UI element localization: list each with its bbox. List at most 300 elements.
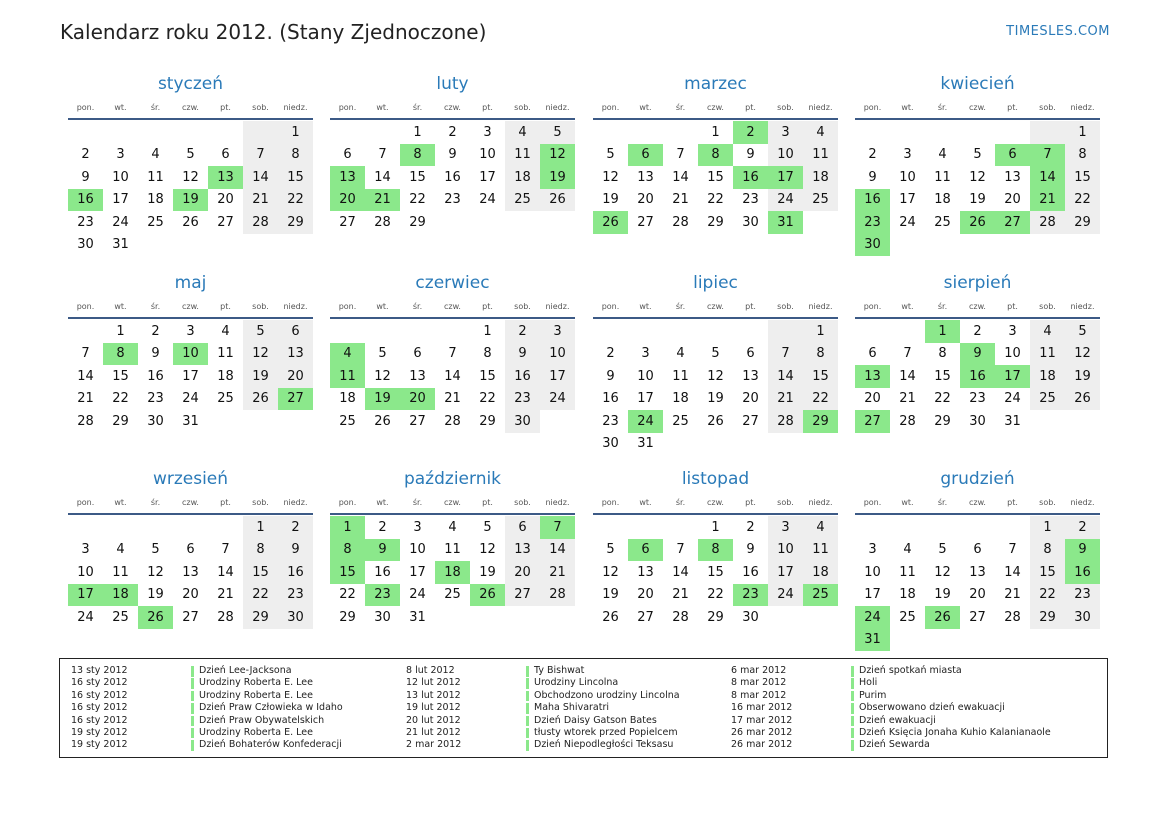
holiday-date: 19 sty 2012 — [71, 739, 128, 751]
day-cell: 21 — [768, 388, 803, 411]
month-calendar — [330, 272, 575, 433]
day-cell: 31 — [182, 413, 199, 429]
day-cell: 6 — [186, 542, 195, 558]
day-cell: 6 — [505, 516, 540, 539]
weekday-label: pon. — [338, 302, 357, 311]
empty-cell — [890, 121, 925, 144]
empty-cell — [1065, 234, 1100, 257]
day-cell: 13 — [1004, 169, 1021, 185]
day-cell: 17 — [899, 192, 916, 208]
day-cell: 12 — [540, 144, 575, 167]
day-cell: 7 — [1008, 542, 1017, 558]
day-cell: 17 — [479, 169, 496, 185]
day-cell: 16 — [374, 564, 391, 580]
weekday-label: pt. — [745, 103, 756, 112]
day-cell: 12 — [243, 343, 278, 366]
day-cell: 9 — [278, 539, 313, 562]
day-cell: 17 — [995, 365, 1030, 388]
day-cell: 5 — [483, 519, 492, 535]
day-cell: 11 — [803, 539, 838, 562]
day-cell: 9 — [746, 542, 755, 558]
day-cell: 2 — [733, 121, 768, 144]
day-cell: 6 — [628, 144, 663, 167]
holiday-date: 19 sty 2012 — [71, 726, 128, 738]
day-cell: 2 — [278, 516, 313, 539]
day-cell: 1 — [278, 121, 313, 144]
weekday-header — [330, 296, 575, 317]
empty-cell — [435, 320, 470, 343]
day-cell: 20 — [182, 587, 199, 603]
empty-cell — [663, 433, 698, 456]
weekday-label: wt. — [901, 302, 914, 311]
holiday-name: Dzień Praw Obywatelskich — [191, 715, 324, 727]
empty-cell — [243, 234, 278, 257]
header-rule — [593, 513, 838, 515]
day-cell: 6 — [868, 346, 877, 362]
day-cell: 17 — [768, 166, 803, 189]
holiday-date: 16 sty 2012 — [71, 702, 128, 714]
day-cell: 20 — [637, 587, 654, 603]
day-cell: 31 — [637, 436, 654, 452]
day-cell: 25 — [444, 587, 461, 603]
day-cell: 12 — [374, 368, 391, 384]
weekday-label: pon. — [338, 498, 357, 507]
day-cell: 4 — [803, 121, 838, 144]
day-cell: 10 — [112, 169, 129, 185]
day-cell: 24 — [77, 609, 94, 625]
day-cell: 8 — [483, 346, 492, 362]
day-cell: 15 — [409, 169, 426, 185]
month-calendar — [68, 468, 313, 629]
empty-cell — [925, 121, 960, 144]
day-cell: 30 — [77, 237, 94, 253]
day-grid — [855, 516, 1100, 651]
day-cell: 6 — [343, 147, 352, 163]
day-cell: 14 — [243, 166, 278, 189]
weekday-header — [593, 97, 838, 118]
empty-cell — [890, 320, 925, 343]
empty-cell — [540, 606, 575, 629]
header-rule — [330, 118, 575, 120]
day-cell: 9 — [365, 539, 400, 562]
day-cell: 5 — [1065, 320, 1100, 343]
day-cell: 7 — [448, 346, 457, 362]
day-cell: 29 — [339, 609, 356, 625]
empty-cell — [995, 629, 1030, 652]
holiday-date: 16 sty 2012 — [71, 689, 128, 701]
empty-cell — [855, 516, 890, 539]
day-cell: 19 — [602, 192, 619, 208]
weekday-label: niedz. — [545, 498, 570, 507]
empty-cell — [1030, 121, 1065, 144]
empty-cell — [68, 516, 103, 539]
day-cell: 3 — [903, 147, 912, 163]
day-cell: 2 — [746, 519, 755, 535]
day-cell: 1 — [711, 124, 720, 140]
empty-cell — [698, 433, 733, 456]
page-title: Kalendarz roku 2012. (Stany Zjednoczone) — [60, 20, 487, 44]
weekday-label: pt. — [745, 302, 756, 311]
holiday-date: 2 mar 2012 — [406, 739, 462, 751]
month-calendar — [68, 73, 313, 256]
day-cell: 31 — [409, 609, 426, 625]
day-cell: 23 — [444, 192, 461, 208]
day-cell: 24 — [1004, 391, 1021, 407]
day-cell: 26 — [540, 189, 575, 212]
month-name: marzec — [684, 74, 747, 94]
day-cell: 13 — [505, 539, 540, 562]
empty-cell — [698, 320, 733, 343]
day-cell: 28 — [374, 214, 391, 230]
holiday-date: 16 sty 2012 — [71, 677, 128, 689]
day-cell: 4 — [676, 346, 685, 362]
day-cell: 31 — [768, 211, 803, 234]
day-cell: 27 — [339, 214, 356, 230]
day-cell: 3 — [413, 519, 422, 535]
day-cell: 13 — [855, 365, 890, 388]
day-cell: 19 — [1065, 365, 1100, 388]
day-cell: 16 — [278, 561, 313, 584]
day-cell: 26 — [138, 606, 173, 629]
weekday-label: śr. — [937, 302, 948, 311]
empty-cell — [103, 121, 138, 144]
day-cell: 9 — [960, 343, 995, 366]
day-cell: 12 — [602, 564, 619, 580]
day-cell: 8 — [698, 539, 733, 562]
weekday-label: niedz. — [545, 103, 570, 112]
weekday-label: pt. — [1007, 103, 1018, 112]
day-cell: 17 — [637, 391, 654, 407]
day-cell: 15 — [1065, 166, 1100, 189]
weekday-label: wt. — [114, 302, 127, 311]
day-cell: 4 — [151, 147, 160, 163]
weekday-label: czw. — [444, 498, 461, 507]
day-cell: 14 — [444, 368, 461, 384]
empty-cell — [663, 121, 698, 144]
empty-cell — [470, 211, 505, 234]
day-cell: 3 — [116, 147, 125, 163]
day-cell: 19 — [147, 587, 164, 603]
day-cell: 27 — [995, 211, 1030, 234]
day-cell: 10 — [864, 564, 881, 580]
day-cell: 8 — [243, 539, 278, 562]
day-cell: 16 — [733, 166, 768, 189]
holiday-date: 21 lut 2012 — [406, 726, 461, 738]
month-name: luty — [436, 74, 469, 94]
day-cell: 18 — [505, 166, 540, 189]
empty-cell — [208, 516, 243, 539]
day-cell: 2 — [606, 346, 615, 362]
day-cell: 15 — [330, 561, 365, 584]
weekday-label: sob. — [777, 302, 794, 311]
day-cell: 6 — [746, 346, 755, 362]
month-calendar — [330, 73, 575, 234]
header-rule — [855, 317, 1100, 319]
day-cell: 20 — [742, 391, 759, 407]
day-cell: 23 — [505, 388, 540, 411]
holiday-name: Urodziny Roberta E. Lee — [191, 677, 313, 689]
day-cell: 11 — [899, 564, 916, 580]
day-cell: 12 — [147, 564, 164, 580]
day-cell: 28 — [899, 413, 916, 429]
day-cell: 28 — [1030, 211, 1065, 234]
day-cell: 18 — [803, 561, 838, 584]
day-cell: 8 — [330, 539, 365, 562]
empty-cell — [593, 121, 628, 144]
day-cell: 2 — [81, 147, 90, 163]
empty-cell — [960, 516, 995, 539]
day-cell: 1 — [925, 320, 960, 343]
day-cell: 28 — [217, 609, 234, 625]
day-cell: 12 — [707, 368, 724, 384]
empty-cell — [628, 320, 663, 343]
day-cell: 25 — [217, 391, 234, 407]
day-cell: 26 — [707, 413, 724, 429]
day-cell: 22 — [1065, 189, 1100, 212]
weekday-label: czw. — [969, 103, 986, 112]
header-rule — [330, 317, 575, 319]
day-cell: 19 — [365, 388, 400, 411]
day-cell: 28 — [672, 214, 689, 230]
day-cell: 4 — [330, 343, 365, 366]
day-cell: 20 — [217, 192, 234, 208]
weekday-header — [68, 492, 313, 513]
weekday-header — [68, 97, 313, 118]
month-name: czerwiec — [415, 273, 490, 293]
day-grid — [330, 320, 575, 433]
day-cell: 29 — [707, 609, 724, 625]
empty-cell — [803, 606, 838, 629]
empty-cell — [890, 234, 925, 257]
holiday-name: Holi — [851, 677, 877, 689]
header-rule — [855, 513, 1100, 515]
day-cell: 10 — [173, 343, 208, 366]
empty-cell — [960, 629, 995, 652]
day-cell: 5 — [151, 542, 160, 558]
day-cell: 29 — [1030, 606, 1065, 629]
day-cell: 23 — [733, 584, 768, 607]
brand-link[interactable]: TIMESLES.COM — [1006, 24, 1110, 39]
day-cell: 8 — [103, 343, 138, 366]
month-name: styczeń — [157, 74, 224, 94]
empty-cell — [173, 234, 208, 257]
day-cell: 2 — [973, 323, 982, 339]
day-cell: 1 — [116, 323, 125, 339]
holiday-name: Obchodzono urodziny Lincolna — [526, 690, 680, 702]
holiday-date: 12 lut 2012 — [406, 677, 461, 689]
weekday-label: sob. — [777, 498, 794, 507]
month-calendar — [330, 468, 575, 629]
day-cell: 29 — [409, 214, 426, 230]
day-cell: 20 — [1004, 192, 1021, 208]
month-name: maj — [174, 273, 207, 293]
day-cell: 23 — [1065, 584, 1100, 607]
empty-cell — [505, 211, 540, 234]
day-cell: 16 — [855, 189, 890, 212]
weekday-label: śr. — [675, 498, 686, 507]
day-cell: 28 — [243, 211, 278, 234]
day-cell: 20 — [637, 192, 654, 208]
empty-cell — [68, 121, 103, 144]
holiday-date: 17 mar 2012 — [731, 714, 793, 726]
empty-cell — [138, 234, 173, 257]
weekday-label: sob. — [514, 302, 531, 311]
empty-cell — [1030, 234, 1065, 257]
weekday-header — [593, 296, 838, 317]
day-cell: 25 — [899, 609, 916, 625]
weekday-label: wt. — [901, 103, 914, 112]
day-cell: 24 — [182, 391, 199, 407]
day-cell: 20 — [969, 587, 986, 603]
day-cell: 5 — [243, 320, 278, 343]
day-cell: 1 — [803, 320, 838, 343]
day-cell: 14 — [672, 564, 689, 580]
holiday-name: Dzień Księcia Jonaha Kuhio Kalanianaole — [851, 727, 1051, 739]
day-cell: 23 — [969, 391, 986, 407]
day-cell: 23 — [77, 214, 94, 230]
day-cell: 30 — [374, 609, 391, 625]
empty-cell — [768, 433, 803, 456]
holiday-name: Dzień Bohaterów Konfederacji — [191, 739, 342, 751]
day-cell: 13 — [409, 368, 426, 384]
holiday-name: Purim — [851, 690, 886, 702]
day-cell: 17 — [409, 564, 426, 580]
day-cell: 16 — [960, 365, 995, 388]
weekday-label: pon. — [863, 302, 882, 311]
weekday-label: śr. — [937, 103, 948, 112]
day-cell: 15 — [278, 166, 313, 189]
day-cell: 29 — [803, 410, 838, 433]
weekday-label: niedz. — [808, 302, 833, 311]
holiday-date: 8 mar 2012 — [731, 677, 787, 689]
empty-cell — [330, 320, 365, 343]
day-cell: 27 — [278, 388, 313, 411]
day-cell: 16 — [444, 169, 461, 185]
day-cell: 11 — [934, 169, 951, 185]
day-cell: 26 — [243, 388, 278, 411]
day-cell: 21 — [540, 561, 575, 584]
day-cell: 10 — [409, 542, 426, 558]
weekday-header — [855, 492, 1100, 513]
day-cell: 21 — [1030, 189, 1065, 212]
day-cell: 15 — [479, 368, 496, 384]
holiday-date: 20 lut 2012 — [406, 714, 461, 726]
holiday-date: 16 mar 2012 — [731, 702, 793, 714]
day-cell: 13 — [278, 343, 313, 366]
weekday-label: śr. — [937, 498, 948, 507]
day-cell: 10 — [768, 144, 803, 167]
day-cell: 13 — [208, 166, 243, 189]
day-cell: 9 — [81, 169, 90, 185]
day-cell: 27 — [637, 214, 654, 230]
empty-cell — [628, 516, 663, 539]
day-cell: 7 — [903, 346, 912, 362]
empty-cell — [995, 234, 1030, 257]
weekday-label: sob. — [252, 302, 269, 311]
day-cell: 21 — [672, 192, 689, 208]
day-cell: 6 — [278, 320, 313, 343]
weekday-label: wt. — [639, 302, 652, 311]
day-cell: 2 — [151, 323, 160, 339]
day-cell: 24 — [409, 587, 426, 603]
day-cell: 8 — [278, 144, 313, 167]
weekday-label: pt. — [745, 498, 756, 507]
weekday-label: śr. — [412, 302, 423, 311]
day-cell: 27 — [217, 214, 234, 230]
day-cell: 4 — [116, 542, 125, 558]
day-cell: 24 — [855, 606, 890, 629]
holiday-name: Dzień Niepodległości Teksasu — [526, 739, 673, 751]
empty-cell — [890, 629, 925, 652]
day-cell: 21 — [1004, 587, 1021, 603]
day-cell: 21 — [672, 587, 689, 603]
weekday-label: wt. — [376, 498, 389, 507]
weekday-label: niedz. — [808, 103, 833, 112]
day-cell: 28 — [1004, 609, 1021, 625]
day-cell: 27 — [969, 609, 986, 625]
day-cell: 25 — [147, 214, 164, 230]
day-cell: 24 — [479, 192, 496, 208]
day-cell: 23 — [602, 413, 619, 429]
month-name: sierpień — [943, 273, 1012, 293]
weekday-label: sob. — [777, 103, 794, 112]
day-cell: 14 — [1030, 166, 1065, 189]
day-cell: 18 — [339, 391, 356, 407]
day-cell: 9 — [448, 147, 457, 163]
day-cell: 18 — [672, 391, 689, 407]
weekday-label: pon. — [76, 103, 95, 112]
day-cell: 22 — [803, 388, 838, 411]
day-cell: 22 — [934, 391, 951, 407]
empty-cell — [960, 234, 995, 257]
empty-cell — [803, 433, 838, 456]
holiday-date: 6 mar 2012 — [731, 665, 787, 676]
day-cell: 7 — [676, 147, 685, 163]
day-cell: 11 — [147, 169, 164, 185]
day-cell: 31 — [112, 237, 129, 253]
holiday-date: 26 mar 2012 — [731, 739, 793, 751]
day-cell: 12 — [934, 564, 951, 580]
day-cell: 10 — [77, 564, 94, 580]
day-cell: 31 — [1004, 413, 1021, 429]
day-cell: 11 — [112, 564, 129, 580]
weekday-label: śr. — [412, 498, 423, 507]
day-cell: 4 — [505, 121, 540, 144]
day-cell: 7 — [243, 144, 278, 167]
weekday-label: sob. — [1039, 498, 1056, 507]
day-cell: 26 — [182, 214, 199, 230]
day-cell: 2 — [1065, 516, 1100, 539]
day-cell: 25 — [934, 214, 951, 230]
empty-cell — [593, 320, 628, 343]
day-cell: 7 — [1030, 144, 1065, 167]
day-cell: 29 — [707, 214, 724, 230]
weekday-label: pt. — [220, 103, 231, 112]
day-cell: 3 — [81, 542, 90, 558]
day-cell: 20 — [278, 365, 313, 388]
empty-cell — [243, 121, 278, 144]
day-cell: 4 — [448, 519, 457, 535]
empty-cell — [400, 320, 435, 343]
day-cell: 9 — [606, 368, 615, 384]
day-grid — [330, 121, 575, 234]
day-cell: 26 — [602, 609, 619, 625]
day-cell: 12 — [479, 542, 496, 558]
day-cell: 13 — [969, 564, 986, 580]
day-cell: 2 — [868, 147, 877, 163]
day-cell: 4 — [903, 542, 912, 558]
day-cell: 23 — [147, 391, 164, 407]
